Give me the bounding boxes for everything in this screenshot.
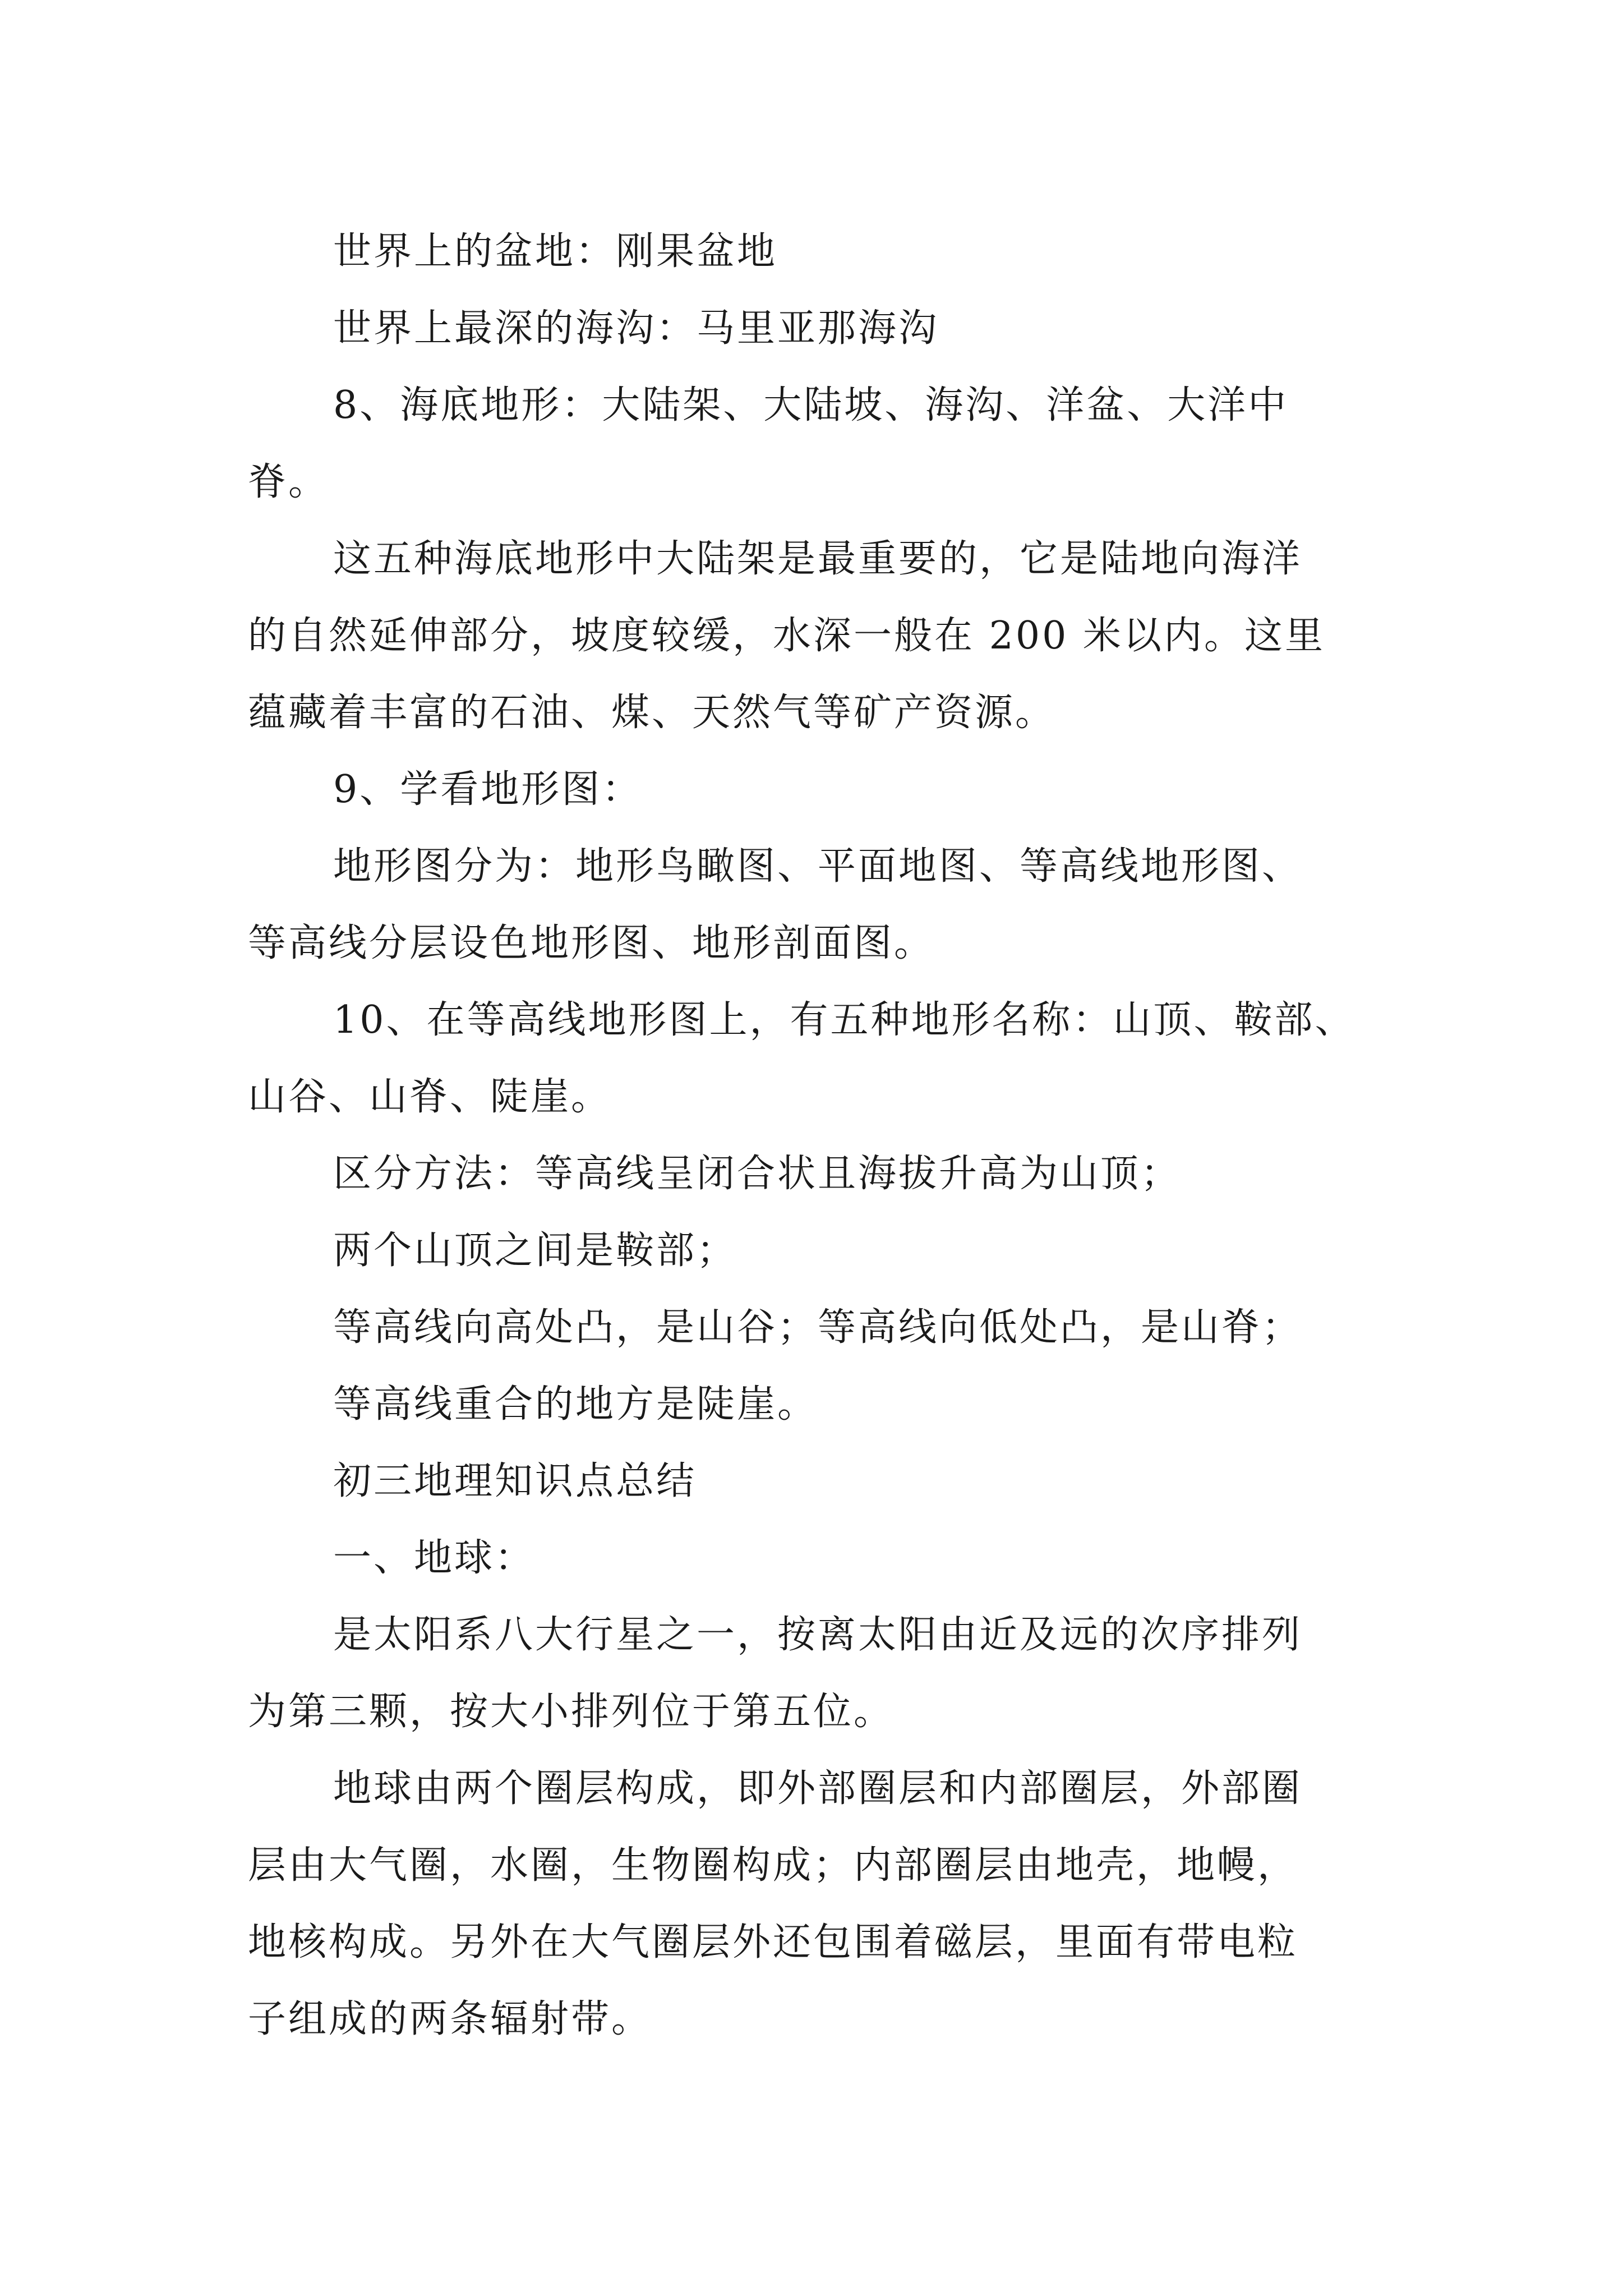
- text-line: 的自然延伸部分，坡度较缓，水深一般在 200 米以内。这里: [248, 614, 1326, 658]
- text-line: 等高线分层设色地形图、地形剖面图。: [248, 921, 935, 965]
- text-line: 地形图分为：地形鸟瞰图、平面地图、等高线地形图、: [333, 844, 1303, 889]
- text-line: 地球由两个圈层构成，即外部圈层和内部圈层，外部圈: [333, 1766, 1303, 1811]
- text-line: 8、海底地形：大陆架、大陆坡、海沟、洋盆、大洋中: [333, 383, 1289, 427]
- subsection-heading: 一、地球：: [333, 1536, 536, 1580]
- document-body: [248, 213, 1386, 2058]
- text-line: 为第三颗，按大小排列位于第五位。: [248, 1690, 895, 1734]
- text-line: 等高线重合的地方是陡崖。: [333, 1382, 818, 1427]
- text-line: 9、学看地形图：: [333, 767, 643, 812]
- text-line: 等高线向高处凸，是山谷；等高线向低处凸，是山脊；: [333, 1305, 1303, 1350]
- text-line: 世界上最深的海沟：马里亚那海沟: [333, 306, 939, 351]
- text-line: 脊。: [248, 460, 329, 504]
- text-line: 世界上的盆地：刚果盆地: [333, 229, 778, 274]
- text-line: 子组成的两条辐射带。: [248, 1997, 652, 2041]
- text-line: 地核构成。另外在大气圈层外还包围着磁层，里面有带电粒: [248, 1920, 1298, 1964]
- text-line: 区分方法：等高线呈闭合状且海拔升高为山顶；: [333, 1152, 1182, 1196]
- text-line: 蕴藏着丰富的石油、煤、天然气等矿产资源。: [248, 691, 1056, 735]
- text-line: 山谷、山脊、陡崖。: [248, 1075, 612, 1119]
- text-line: 是太阳系八大行星之一，按离太阳由近及远的次序排列: [333, 1613, 1303, 1657]
- text-line: 层由大气圈，水圈，生物圈构成；内部圈层由地壳，地幔，: [248, 1843, 1298, 1888]
- text-line: 两个山顶之间是鞍部；: [333, 1228, 737, 1273]
- text-line: 10、在等高线地形图上，有五种地形名称：山顶、鞍部、: [333, 998, 1355, 1042]
- text-line: 这五种海底地形中大陆架是最重要的，它是陆地向海洋: [333, 537, 1303, 581]
- section-heading: 初三地理知识点总结: [333, 1459, 697, 1503]
